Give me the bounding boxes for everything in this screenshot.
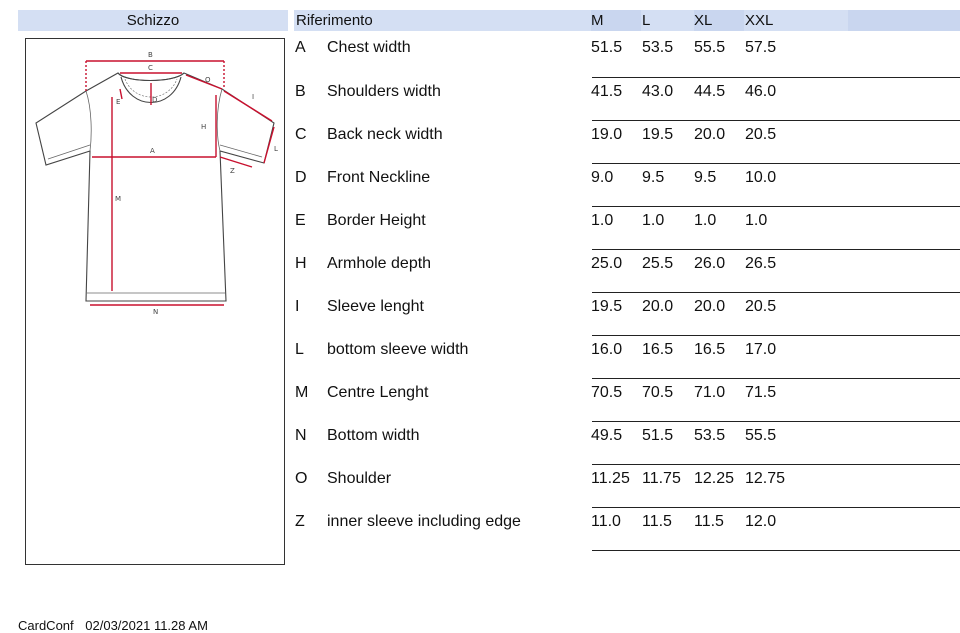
row-code: L — [295, 341, 304, 358]
row-divider — [592, 77, 960, 78]
reference-header-label: Riferimento — [296, 12, 373, 29]
row-divider — [592, 378, 960, 379]
row-name: Back neck width — [327, 126, 443, 143]
row-code: O — [295, 470, 308, 487]
dim-label-h: H — [201, 123, 207, 131]
row-value-xxl: 20.5 — [745, 298, 777, 315]
row-value-m: 70.5 — [591, 384, 623, 401]
table-row — [0, 427, 960, 451]
row-value-xl: 71.0 — [694, 384, 726, 401]
sketch-header — [18, 10, 288, 31]
row-value-xl: 20.0 — [694, 126, 726, 143]
row-value-l: 43.0 — [642, 83, 674, 100]
row-value-m: 19.0 — [591, 126, 623, 143]
row-divider — [592, 507, 960, 508]
row-divider — [592, 206, 960, 207]
row-value-xxl: 71.5 — [745, 384, 777, 401]
row-value-xl: 12.25 — [694, 470, 735, 487]
row-value-xxl: 57.5 — [745, 39, 777, 56]
row-value-m: 16.0 — [591, 341, 623, 358]
dim-label-i: I — [252, 93, 255, 101]
row-name: Shoulders width — [327, 83, 441, 100]
row-code: N — [295, 427, 307, 444]
row-value-xl: 44.5 — [694, 83, 726, 100]
row-name: Shoulder — [327, 470, 392, 487]
table-row — [0, 470, 960, 494]
row-divider — [592, 249, 960, 250]
dim-label-o: O — [205, 76, 211, 84]
row-divider — [592, 550, 960, 551]
table-row — [0, 513, 960, 537]
row-value-m: 51.5 — [591, 39, 623, 56]
row-name: Border Height — [327, 212, 426, 229]
row-value-xxl: 10.0 — [745, 169, 777, 186]
row-value-xxl: 55.5 — [745, 427, 777, 444]
dim-label-z: Z — [230, 167, 235, 175]
size-header-xxl: XXL — [745, 12, 774, 29]
row-value-xxl: 1.0 — [745, 212, 768, 229]
row-divider — [592, 421, 960, 422]
reference-header — [294, 10, 960, 31]
table-row — [0, 384, 960, 408]
row-code: A — [295, 39, 306, 56]
row-name: Front Neckline — [327, 169, 431, 186]
row-value-xl: 55.5 — [694, 39, 726, 56]
dim-label-d: D — [152, 96, 158, 104]
row-value-l: 25.5 — [642, 255, 674, 272]
table-row — [0, 255, 960, 279]
row-code: C — [295, 126, 307, 143]
row-value-xxl: 17.0 — [745, 341, 777, 358]
row-value-m: 9.0 — [591, 169, 614, 186]
row-value-l: 20.0 — [642, 298, 674, 315]
row-value-xl: 20.0 — [694, 298, 726, 315]
row-value-l: 70.5 — [642, 384, 674, 401]
row-value-m: 49.5 — [591, 427, 623, 444]
dim-label-l: L — [274, 145, 278, 153]
row-value-l: 51.5 — [642, 427, 674, 444]
row-divider — [592, 464, 960, 465]
table-row — [0, 169, 960, 193]
row-value-l: 16.5 — [642, 341, 674, 358]
table-row — [0, 212, 960, 236]
table-row — [0, 126, 960, 150]
row-value-l: 11.75 — [642, 470, 681, 487]
row-code: H — [295, 255, 307, 272]
row-name: Sleeve lenght — [327, 298, 424, 315]
row-value-l: 11.5 — [642, 513, 672, 530]
size-header-m: M — [591, 12, 604, 29]
table-row — [0, 341, 960, 365]
row-value-l: 19.5 — [642, 126, 674, 143]
row-value-m: 11.25 — [591, 470, 630, 487]
row-name: Bottom width — [327, 427, 420, 444]
row-name: bottom sleeve width — [327, 341, 469, 358]
row-value-m: 11.0 — [591, 513, 621, 530]
row-value-xxl: 12.75 — [745, 470, 786, 487]
row-value-m: 19.5 — [591, 298, 623, 315]
row-value-l: 53.5 — [642, 39, 674, 56]
footer-app-name: CardConf — [18, 618, 74, 633]
row-value-xl: 1.0 — [694, 212, 717, 229]
row-code: I — [295, 298, 300, 315]
table-row — [0, 39, 960, 63]
row-name: Centre Lenght — [327, 384, 429, 401]
row-divider — [592, 335, 960, 336]
row-value-m: 1.0 — [591, 212, 614, 229]
row-divider — [592, 120, 960, 121]
row-name: Armhole depth — [327, 255, 432, 272]
table-row — [0, 83, 960, 107]
dim-label-n: N — [153, 308, 159, 316]
row-value-l: 9.5 — [642, 169, 665, 186]
row-code: M — [295, 384, 309, 401]
dim-label-c: C — [148, 64, 153, 72]
row-code: D — [295, 169, 307, 186]
row-value-xl: 11.5 — [694, 513, 724, 530]
row-value-xxl: 26.5 — [745, 255, 777, 272]
footer — [18, 618, 216, 633]
row-value-l: 1.0 — [642, 212, 665, 229]
row-value-m: 41.5 — [591, 83, 623, 100]
row-value-xxl: 46.0 — [745, 83, 777, 100]
row-divider — [592, 163, 960, 164]
row-value-xl: 9.5 — [694, 169, 717, 186]
size-header-l: L — [642, 12, 651, 29]
row-code: E — [295, 212, 306, 229]
dim-label-e: E — [116, 98, 121, 106]
dim-label-m: M — [115, 195, 122, 203]
dim-label-a: A — [150, 147, 155, 155]
row-value-xl: 16.5 — [694, 341, 726, 358]
row-name: inner sleeve including edge — [327, 513, 521, 530]
row-code: Z — [295, 513, 305, 530]
row-value-xl: 26.0 — [694, 255, 726, 272]
row-value-xl: 53.5 — [694, 427, 726, 444]
table-row — [0, 298, 960, 322]
size-header-xl: XL — [694, 12, 713, 29]
sketch-header-label: Schizzo — [126, 12, 180, 29]
row-name: Chest width — [327, 39, 411, 56]
row-value-m: 25.0 — [591, 255, 623, 272]
dim-label-b: B — [148, 51, 153, 59]
row-divider — [592, 292, 960, 293]
row-code: B — [295, 83, 306, 100]
row-value-xxl: 20.5 — [745, 126, 777, 143]
footer-timestamp: 02/03/2021 11.28 AM — [85, 618, 208, 633]
row-value-xxl: 12.0 — [745, 513, 777, 530]
